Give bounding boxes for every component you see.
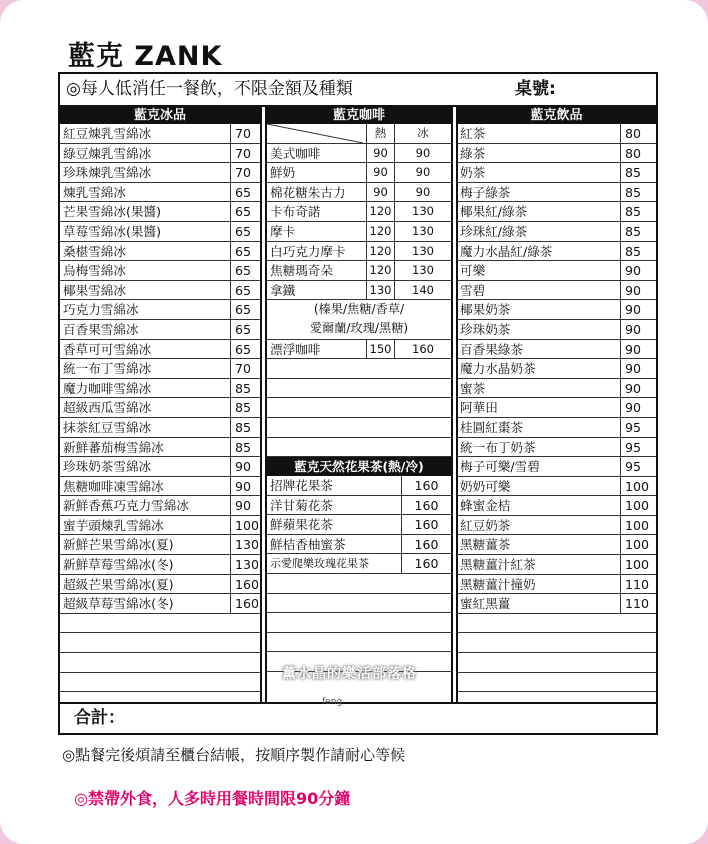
menu-row xyxy=(60,555,260,575)
item-name: 椰果奶茶 xyxy=(460,302,511,318)
item-name: 新鮮草莓雪綿冰(冬) xyxy=(63,557,174,573)
empty-row xyxy=(267,574,451,594)
item-name: 紅茶 xyxy=(460,126,486,141)
item-price: 90 xyxy=(620,398,656,417)
item-price: 90 xyxy=(620,261,656,280)
menu-row xyxy=(457,496,656,516)
hot-label: 熱 xyxy=(366,124,394,143)
watermark-signature: feng xyxy=(322,697,343,707)
hot-price: 120 xyxy=(366,242,394,261)
latte-flavor-note xyxy=(267,300,451,339)
menu-row xyxy=(457,398,656,418)
item-price: 70 xyxy=(230,124,260,143)
item-name: 梅子可樂/雪碧 xyxy=(460,459,540,475)
flavor-note-line: (榛果/焦糖/香草/ xyxy=(313,302,405,317)
item-price: 65 xyxy=(230,320,260,339)
item-name: 梅子綠茶 xyxy=(460,184,511,200)
hot-price: 90 xyxy=(366,163,394,182)
item-price: 65 xyxy=(230,261,260,280)
menu-row xyxy=(267,222,451,242)
item-price: 90 xyxy=(620,359,656,378)
item-price: 70 xyxy=(230,144,260,163)
item-price: 70 xyxy=(230,359,260,378)
iced-price: 90 xyxy=(394,163,451,182)
item-name: 招牌花果茶 xyxy=(270,478,333,494)
item-name: 雪碧 xyxy=(460,282,486,298)
item-price: 65 xyxy=(230,202,260,221)
item-name: 阿華田 xyxy=(460,400,498,416)
watermark: 薰水晶的樂活部落格 xyxy=(282,666,417,682)
menu-row xyxy=(457,320,656,340)
item-name: 蜜芋頭煉乳雪綿冰 xyxy=(63,517,164,533)
item-name: 統一布丁雪綿冰 xyxy=(63,361,152,377)
item-price: 90 xyxy=(620,379,656,398)
hot-price: 120 xyxy=(366,222,394,241)
menu-row xyxy=(60,516,260,536)
drinks-section-title: 藍克飲品 xyxy=(457,107,656,124)
menu-row xyxy=(457,183,656,203)
menu-grid xyxy=(60,107,656,702)
item-name: 魔力水晶奶茶 xyxy=(460,361,536,377)
item-name: 綠豆煉乳雪綿冰 xyxy=(63,145,152,161)
item-price: 85 xyxy=(230,438,260,457)
item-price: 160 xyxy=(401,554,451,573)
item-name: 新鮮蕃茄梅雪綿冰 xyxy=(63,439,164,455)
flavor-note-line: 愛爾蘭/玫瑰/黑糖) xyxy=(309,321,409,336)
menu-row xyxy=(60,281,260,301)
item-name: 珍珠煉乳雪綿冰 xyxy=(63,165,152,181)
item-name: 黑糖薑汁撞奶 xyxy=(460,576,536,592)
menu-row xyxy=(60,124,260,144)
empty-row xyxy=(267,418,451,438)
item-price: 160 xyxy=(401,535,451,554)
item-price: 110 xyxy=(620,575,656,594)
menu-row xyxy=(60,379,260,399)
item-name: 烏梅雪綿冰 xyxy=(63,263,126,279)
menu-row xyxy=(457,594,656,614)
item-name: 蜜紅黑薑 xyxy=(460,596,511,612)
item-price: 65 xyxy=(230,340,260,359)
item-name: 卡布奇諾 xyxy=(270,204,321,220)
item-name: 魔力咖啡雪綿冰 xyxy=(63,380,152,396)
menu-row xyxy=(457,202,656,222)
menu-row xyxy=(267,496,451,516)
iced-price: 90 xyxy=(394,144,451,163)
empty-row xyxy=(457,614,656,634)
item-name: 巧克力雪綿冰 xyxy=(63,302,139,318)
item-price: 85 xyxy=(230,398,260,417)
item-price: 160 xyxy=(401,476,451,495)
item-price: 80 xyxy=(620,124,656,143)
column-divider xyxy=(451,107,453,702)
menu-row xyxy=(60,300,260,320)
menu-row xyxy=(457,222,656,242)
item-name: 芒果雪綿冰(果醬) xyxy=(63,204,161,220)
empty-row xyxy=(60,653,260,673)
item-name: 鮮奶 xyxy=(270,165,296,181)
drinks-column xyxy=(457,107,656,702)
menu-row xyxy=(60,320,260,340)
empty-row xyxy=(267,633,451,653)
table-number-label: 桌號: xyxy=(515,79,556,99)
item-price: 65 xyxy=(230,222,260,241)
menu-row xyxy=(60,183,260,203)
menu-row xyxy=(60,438,260,458)
item-name: 奶奶可樂 xyxy=(460,478,511,494)
item-name: 蜂蜜金桔 xyxy=(460,498,511,514)
menu-row xyxy=(60,535,260,555)
menu-row xyxy=(60,163,260,183)
item-price: 85 xyxy=(620,202,656,221)
item-name: 超級芒果雪綿冰(夏) xyxy=(63,576,174,592)
item-name: 珍珠紅/綠茶 xyxy=(460,223,528,239)
ice-column xyxy=(60,107,260,702)
menu-row xyxy=(267,476,451,496)
item-name: 紅豆奶茶 xyxy=(460,517,511,533)
menu-row xyxy=(457,379,656,399)
menu-row xyxy=(457,163,656,183)
item-price: 95 xyxy=(620,438,656,457)
coffee-column xyxy=(267,107,451,702)
iced-price: 130 xyxy=(394,242,451,261)
menu-row xyxy=(60,496,260,516)
empty-row xyxy=(457,633,656,653)
menu-row xyxy=(60,418,260,438)
coffee-header-row xyxy=(267,124,451,144)
item-name: 椰果雪綿冰 xyxy=(63,282,126,298)
item-name: 鮮蘋果花茶 xyxy=(270,517,333,533)
item-price: 90 xyxy=(230,457,260,476)
menu-row xyxy=(267,340,451,360)
empty-row xyxy=(457,673,656,693)
item-name: 桂圓紅棗茶 xyxy=(460,419,523,435)
item-name: 抹茶紅豆雪綿冰 xyxy=(63,419,152,435)
item-price: 65 xyxy=(230,183,260,202)
menu-row xyxy=(457,477,656,497)
item-name: 百香果綠茶 xyxy=(460,341,523,357)
item-name: 煉乳雪綿冰 xyxy=(63,184,126,200)
item-name: 棉花糖朱古力 xyxy=(270,184,346,200)
menu-row xyxy=(267,535,451,555)
total-row: 合計： xyxy=(60,702,656,733)
menu-row xyxy=(267,144,451,164)
menu-row xyxy=(457,242,656,262)
item-name: 黑糖薑茶 xyxy=(460,537,511,553)
item-name: 鮮桔香柚蜜茶 xyxy=(270,536,346,552)
menu-row xyxy=(457,359,656,379)
hot-price: 90 xyxy=(366,183,394,202)
menu-row xyxy=(267,183,451,203)
menu-row xyxy=(267,261,451,281)
item-name: 洋甘菊花茶 xyxy=(270,497,333,513)
hot-price: 120 xyxy=(366,261,394,280)
item-price: 160 xyxy=(401,515,451,534)
item-price: 100 xyxy=(620,477,656,496)
hot-price: 150 xyxy=(366,340,394,359)
menu-row xyxy=(60,242,260,262)
iced-price: 130 xyxy=(394,261,451,280)
menu-row xyxy=(267,281,451,301)
item-name: 桑椹雪綿冰 xyxy=(63,243,126,259)
menu-row xyxy=(60,144,260,164)
item-price: 90 xyxy=(620,281,656,300)
item-price: 85 xyxy=(620,222,656,241)
item-name: 白巧克力摩卡 xyxy=(270,243,346,259)
menu-row xyxy=(267,554,451,574)
item-price: 80 xyxy=(620,144,656,163)
menu-row xyxy=(60,340,260,360)
item-name: 香草可可雪綿冰 xyxy=(63,341,152,357)
ice-label: 冰 xyxy=(394,124,451,143)
column-divider xyxy=(260,107,262,702)
menu-row xyxy=(60,398,260,418)
empty-row xyxy=(267,398,451,418)
item-name: 蜜茶 xyxy=(460,380,486,396)
menu-row xyxy=(60,202,260,222)
item-price: 130 xyxy=(230,535,260,554)
iced-price: 160 xyxy=(394,340,451,359)
item-price: 100 xyxy=(230,516,260,535)
item-name: 百香果雪綿冰 xyxy=(63,321,139,337)
item-price: 85 xyxy=(620,242,656,261)
item-name: 焦糖咖啡凍雪綿冰 xyxy=(63,478,164,494)
item-price: 130 xyxy=(230,555,260,574)
empty-row xyxy=(60,614,260,634)
order-sheet xyxy=(58,72,658,735)
empty-row xyxy=(267,379,451,399)
item-name: 示愛爬樂玫瑰花果茶 xyxy=(270,557,369,571)
iced-price: 140 xyxy=(394,281,451,300)
diagonal-cell xyxy=(267,124,366,143)
menu-row xyxy=(457,340,656,360)
menu-row xyxy=(457,438,656,458)
item-name: 綠茶 xyxy=(460,145,486,161)
empty-row xyxy=(267,438,451,458)
item-name: 美式咖啡 xyxy=(270,145,321,161)
item-name: 超級西瓜雪綿冰 xyxy=(63,400,152,416)
flower-tea-section-title: 藍克天然花果茶(熱/冷) xyxy=(267,457,451,476)
item-price: 65 xyxy=(230,300,260,319)
item-price: 90 xyxy=(230,496,260,515)
coffee-section-title: 藍克咖啡 xyxy=(267,107,451,124)
no-outside-food-warning: ◎禁帶外食，人多時用餐時間限90分鐘 xyxy=(74,789,351,808)
item-price: 100 xyxy=(620,535,656,554)
item-price: 100 xyxy=(620,555,656,574)
empty-row xyxy=(60,673,260,693)
item-name: 漂浮咖啡 xyxy=(270,341,321,357)
item-price: 110 xyxy=(620,594,656,613)
menu-row xyxy=(60,222,260,242)
menu-row xyxy=(60,261,260,281)
item-price: 85 xyxy=(230,418,260,437)
menu-row xyxy=(60,477,260,497)
hot-price: 130 xyxy=(366,281,394,300)
menu-row xyxy=(457,457,656,477)
item-name: 新鮮芒果雪綿冰(夏) xyxy=(63,537,174,553)
menu-row xyxy=(267,202,451,222)
item-price: 100 xyxy=(620,516,656,535)
menu-row xyxy=(60,594,260,614)
menu-row xyxy=(267,515,451,535)
item-name: 珍珠奶茶 xyxy=(460,321,511,337)
menu-row xyxy=(457,418,656,438)
item-price: 160 xyxy=(401,496,451,515)
item-price: 90 xyxy=(620,320,656,339)
hot-price: 90 xyxy=(366,144,394,163)
item-price: 70 xyxy=(230,163,260,182)
menu-row xyxy=(267,242,451,262)
menu-row xyxy=(60,359,260,379)
item-name: 統一布丁奶茶 xyxy=(460,439,536,455)
item-name: 珍珠奶茶雪綿冰 xyxy=(63,459,152,475)
item-name: 超級草莓雪綿冰(冬) xyxy=(63,596,174,612)
iced-price: 130 xyxy=(394,222,451,241)
ice-section-title: 藍克冰品 xyxy=(60,107,260,124)
item-name: 焦糖瑪奇朵 xyxy=(270,263,333,279)
item-name: 黑糖薑汁紅茶 xyxy=(460,557,536,573)
empty-row xyxy=(457,653,656,673)
item-price: 90 xyxy=(620,340,656,359)
menu-row xyxy=(457,535,656,555)
item-price: 95 xyxy=(620,457,656,476)
item-price: 85 xyxy=(230,379,260,398)
item-name: 摩卡 xyxy=(270,223,296,239)
menu-row xyxy=(267,163,451,183)
menu-row xyxy=(457,555,656,575)
brand-title: 藍克 ZANK xyxy=(68,41,223,72)
iced-price: 90 xyxy=(394,183,451,202)
empty-row xyxy=(267,359,451,379)
checkout-notice: ◎點餐完後煩請至櫃台結帳，按順序製作請耐心等候 xyxy=(62,746,406,764)
empty-row xyxy=(267,613,451,633)
item-price: 85 xyxy=(620,183,656,202)
menu-row xyxy=(457,300,656,320)
item-price: 160 xyxy=(230,594,260,613)
item-name: 新鮮香蕉巧克力雪綿冰 xyxy=(63,498,189,514)
empty-row xyxy=(267,594,451,614)
sheet-header xyxy=(60,74,656,107)
item-price: 160 xyxy=(230,575,260,594)
item-name: 椰果紅/綠茶 xyxy=(460,204,528,220)
menu-row xyxy=(457,261,656,281)
menu-row xyxy=(457,575,656,595)
item-price: 90 xyxy=(620,300,656,319)
menu-row xyxy=(457,516,656,536)
item-price: 90 xyxy=(230,477,260,496)
item-price: 85 xyxy=(620,163,656,182)
menu-row xyxy=(457,144,656,164)
item-name: 奶茶 xyxy=(460,165,486,181)
item-price: 65 xyxy=(230,242,260,261)
menu-row xyxy=(60,575,260,595)
item-name: 草莓雪綿冰(果醬) xyxy=(63,223,161,239)
item-price: 95 xyxy=(620,418,656,437)
item-name: 紅豆煉乳雪綿冰 xyxy=(63,126,152,141)
item-name: 拿鐵 xyxy=(270,282,296,298)
menu-row xyxy=(60,457,260,477)
menu-row xyxy=(457,124,656,144)
iced-price: 130 xyxy=(394,202,451,221)
empty-row xyxy=(60,633,260,653)
min-charge-notice: ◎每人低消任一餐飲，不限金額及種類 xyxy=(66,79,353,99)
item-price: 65 xyxy=(230,281,260,300)
item-name: 可樂 xyxy=(460,263,486,279)
hot-price: 120 xyxy=(366,202,394,221)
item-price: 100 xyxy=(620,496,656,515)
menu-row xyxy=(457,281,656,301)
item-name: 魔力水晶紅/綠茶 xyxy=(460,243,553,259)
